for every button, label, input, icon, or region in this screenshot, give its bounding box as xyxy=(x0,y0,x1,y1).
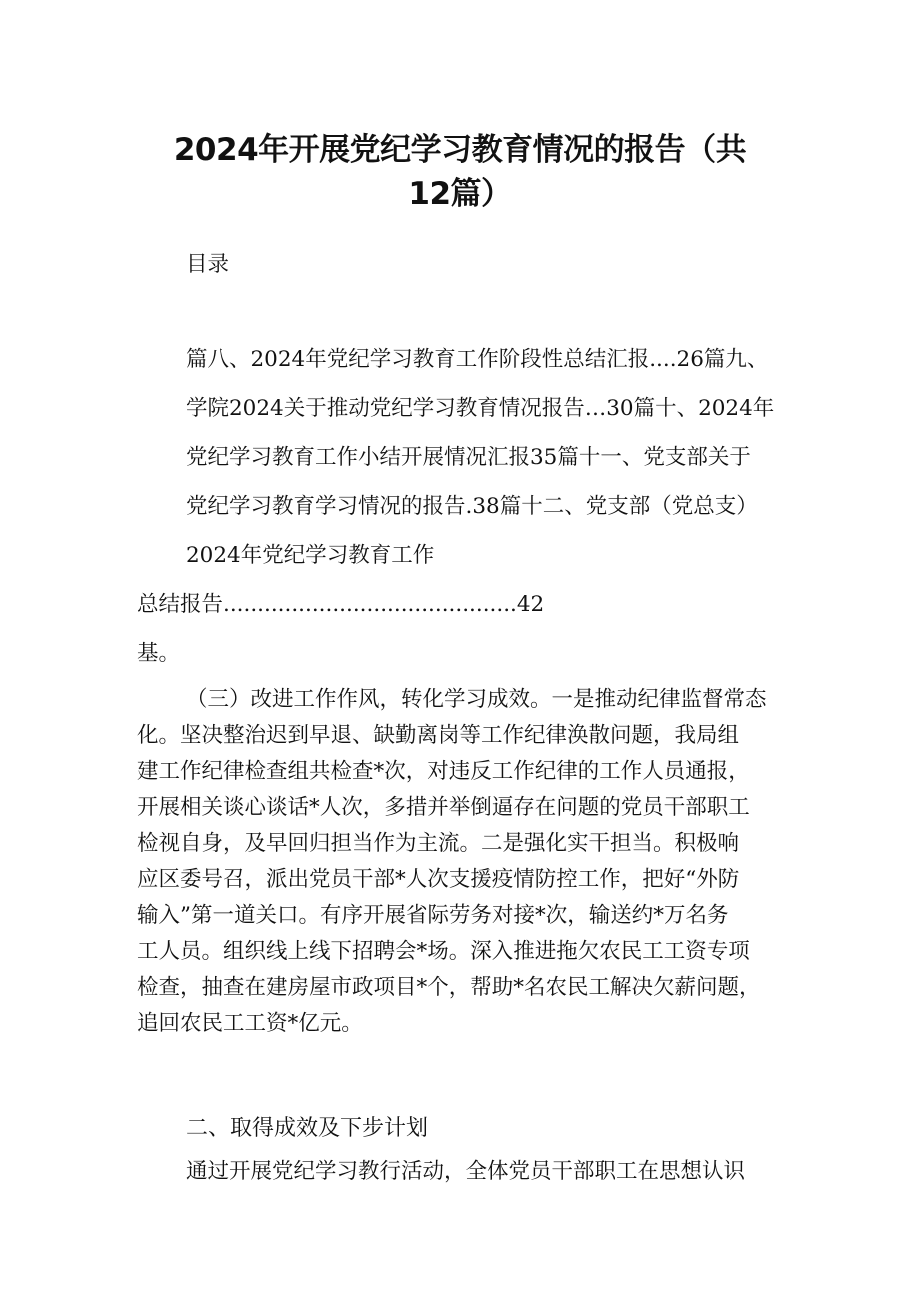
toc-line: 2024年党纪学习教育工作 xyxy=(186,543,435,568)
paragraph-line: （三）改进工作作风，转化学习成效。一是推动纪律监督常态 xyxy=(186,687,767,712)
paragraph-line: 化。坚决整治迟到早退、缺勤离岗等工作纪律涣散问题，我局组 xyxy=(137,723,740,748)
paragraph-line: 追回农民工工资*亿元。 xyxy=(137,1011,363,1036)
toc-line: 篇八、2024年党纪学习教育工作阶段性总结汇报....26篇九、 xyxy=(186,347,769,372)
paragraph-line: 工人员。组织线上线下招聘会*场。深入推进拖欠农民工工资专项 xyxy=(137,939,750,964)
paragraph-line: 应区委号召，派出党员干部*人次支援疫情防控工作，把好“外防 xyxy=(137,867,740,892)
paragraph-line: 开展相关谈心谈话*人次，多措并举倒逼存在问题的党员干部职工 xyxy=(137,795,750,820)
section-heading: 二、取得成效及下步计划 xyxy=(186,1116,429,1141)
paragraph-line: 输入”第一道关口。有序开展省际劳务对接*次，输送约*万名务 xyxy=(137,903,729,928)
toc-line: 学院2024关于推动党纪学习教育情况报告…30篇十、2024年 xyxy=(186,396,775,421)
paragraph-line: 检视自身，及早回归担当作为主流。二是强化实干担当。积极响 xyxy=(137,831,740,856)
paragraph-line: 检查，抽查在建房屋市政项目*个，帮助*名农民工解决欠薪问题， xyxy=(137,975,761,1000)
toc-line: 党纪学习教育工作小结开展情况汇报35篇十一、党支部关于 xyxy=(186,445,751,470)
paragraph-line: 建工作纪律检查组共检查*次，对违反工作纪律的工作人员通报， xyxy=(137,759,750,784)
toc-line: 基。 xyxy=(137,641,181,666)
paragraph-line: 通过开展党纪学习教行活动，全体党员干部职工在思想认识 xyxy=(186,1159,746,1184)
toc-label: 目录 xyxy=(186,252,230,277)
document-title-line-1: 2024年开展党纪学习教育情况的报告（共 xyxy=(173,132,747,168)
document-title-line-2: 12篇） xyxy=(408,176,512,212)
toc-line: 党纪学习教育学习情况的报告.38篇十二、党支部（党总支） xyxy=(186,494,758,519)
toc-line: 总结报告...........................................42 xyxy=(137,592,545,617)
